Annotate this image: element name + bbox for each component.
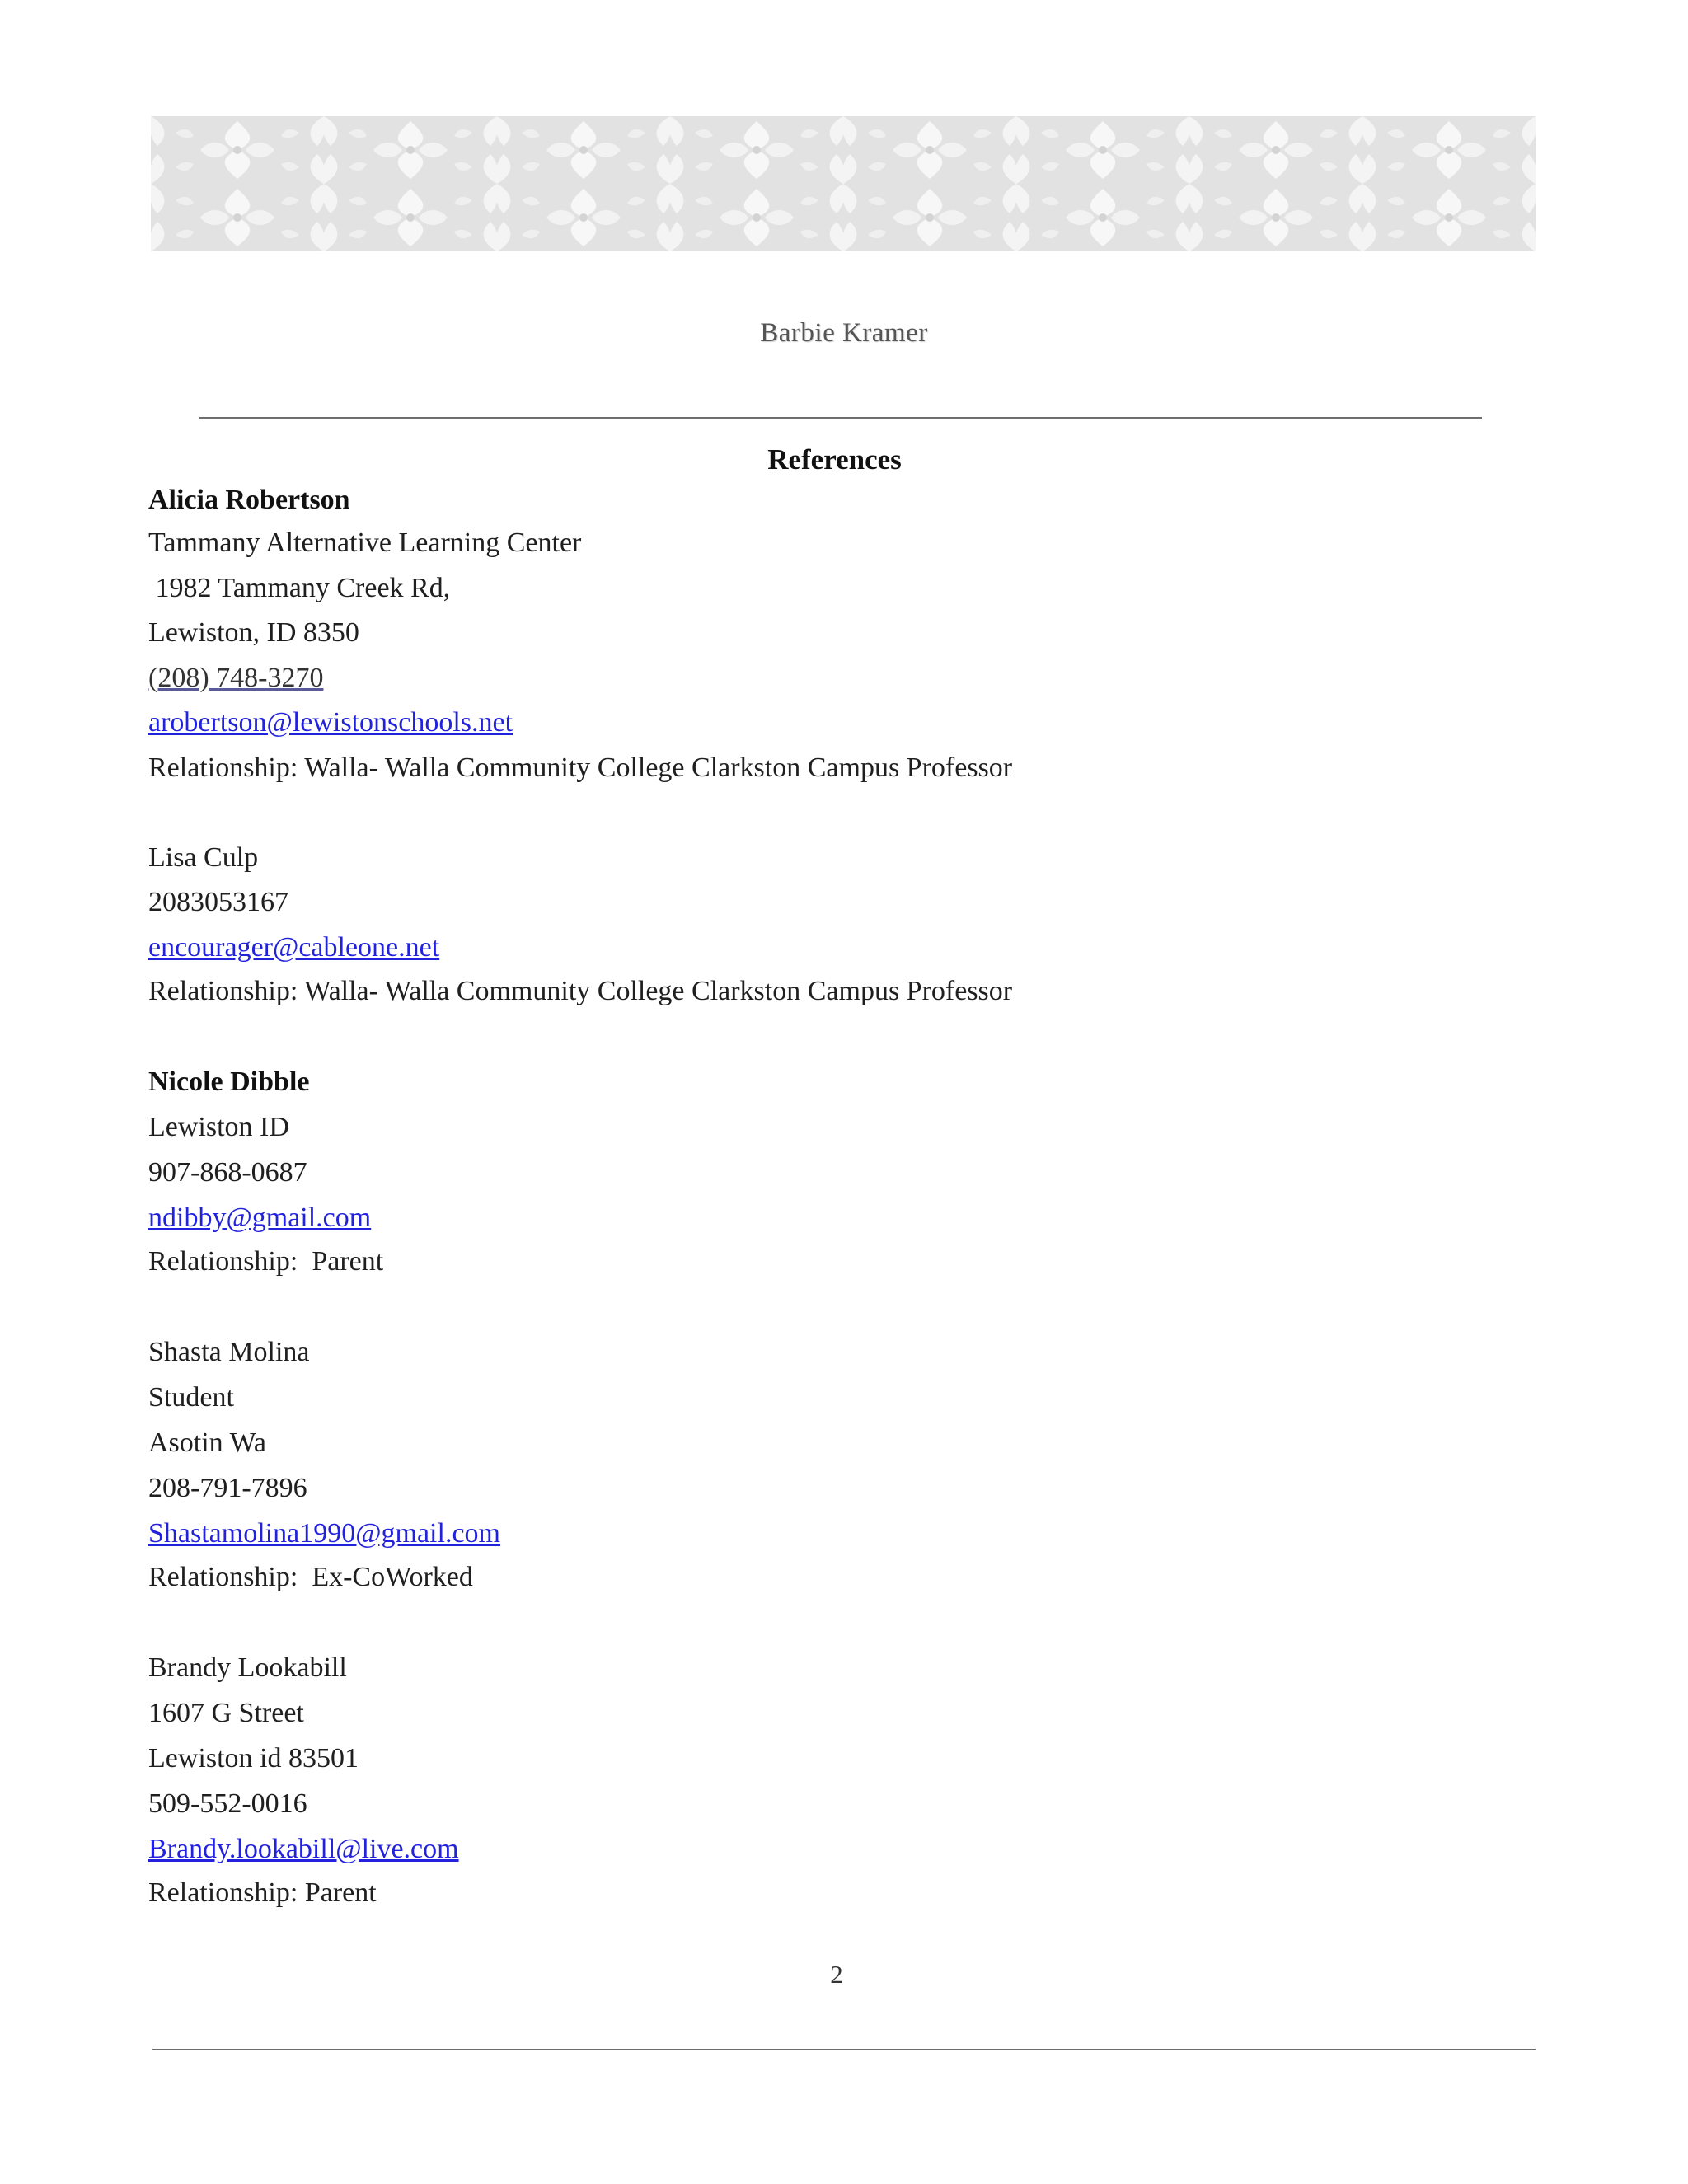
footer-divider xyxy=(152,2049,1536,2050)
reference-relationship: Relationship: Parent xyxy=(148,1877,377,1908)
reference-email-link[interactable]: arobertson@lewistonschools.net xyxy=(148,707,513,738)
reference-phone: 509-552-0016 xyxy=(148,1788,307,1819)
reference-email-link[interactable]: encourager@cableone.net xyxy=(148,932,440,963)
header-author-name: Barbie Kramer xyxy=(760,318,928,348)
reference-entry xyxy=(148,1329,1467,1599)
reference-entry xyxy=(148,1059,1467,1283)
reference-title: Student xyxy=(148,1382,234,1413)
reference-name: Brandy Lookabill xyxy=(148,1652,347,1683)
section-title: References xyxy=(767,443,902,476)
damask-header-banner xyxy=(151,116,1536,251)
reference-email-link[interactable]: Shastamolina1990@gmail.com xyxy=(148,1518,500,1549)
spacer xyxy=(148,790,1467,837)
reference-name: Lisa Culp xyxy=(148,842,259,873)
reference-address-line2: Lewiston id 83501 xyxy=(148,1743,359,1774)
reference-address-line1: 1982 Tammany Creek Rd, xyxy=(148,572,451,603)
reference-name: Nicole Dibble xyxy=(148,1066,310,1097)
reference-entry xyxy=(148,1645,1467,1915)
header-divider xyxy=(199,417,1482,419)
reference-relationship: Relationship: Walla- Walla Community College Clarkston Campus Professor xyxy=(148,752,1013,783)
reference-organization: Tammany Alternative Learning Center xyxy=(148,527,582,558)
spacer xyxy=(148,1599,1467,1645)
reference-relationship: Relationship: Ex-CoWorked xyxy=(148,1562,473,1592)
spacer xyxy=(148,1013,1467,1059)
reference-email-link[interactable]: ndibby@gmail.com xyxy=(148,1202,372,1233)
references-list xyxy=(148,480,1467,1915)
reference-entry xyxy=(148,837,1467,1013)
reference-location: Lewiston ID xyxy=(148,1112,289,1142)
reference-name: Shasta Molina xyxy=(148,1337,310,1367)
spacer xyxy=(148,1283,1467,1329)
reference-location: Asotin Wa xyxy=(148,1427,267,1458)
reference-phone: 907-868-0687 xyxy=(148,1157,307,1188)
reference-entry xyxy=(148,480,1467,790)
reference-relationship: Relationship: Parent xyxy=(148,1246,384,1277)
reference-phone-link[interactable]: (208) 748-3270 xyxy=(148,662,324,693)
reference-phone: 208-791-7896 xyxy=(148,1473,307,1503)
reference-email-link[interactable]: Brandy.lookabill@live.com xyxy=(148,1834,459,1864)
page-number: 2 xyxy=(830,1960,843,1989)
reference-address-line2: Lewiston, ID 8350 xyxy=(148,617,359,648)
reference-relationship: Relationship: Walla- Walla Community College Clarkston Campus Professor xyxy=(148,976,1013,1006)
reference-name: Alicia Robertson xyxy=(148,485,350,515)
reference-phone: 2083053167 xyxy=(148,887,288,917)
reference-address-line1: 1607 G Street xyxy=(148,1698,304,1728)
